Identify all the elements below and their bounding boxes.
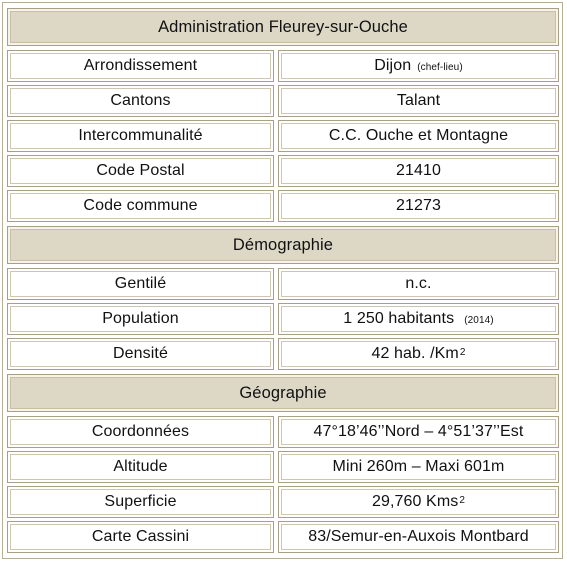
densite-label-text: Densité (113, 345, 168, 362)
coordonnees-label (7, 416, 274, 448)
arrondissement-value-text: Dijon (374, 57, 412, 74)
code-commune-label-text: Code commune (83, 197, 198, 214)
population-value (278, 303, 559, 335)
code-commune-value-text: 21273 (396, 197, 441, 214)
coordonnees-value (278, 416, 559, 448)
geographie-header-text: Géographie (239, 383, 327, 402)
superficie-value: 29,760 Kms $^2$ (278, 486, 559, 518)
densite-value: 42 hab. /Km $^2$ (278, 338, 559, 370)
coordonnees-label-text: Coordonnées (91, 423, 190, 440)
table-title-text: Administration Fleurey-sur-Ouche (158, 17, 408, 36)
gentile-value-text: n.c. (405, 275, 432, 292)
code-commune-value (278, 190, 559, 222)
gentile-label (7, 268, 274, 300)
gentile-value (278, 268, 559, 300)
demographie-header-text: Démographie (232, 235, 334, 254)
table-title (7, 8, 559, 46)
population-year: (2014) (464, 314, 494, 326)
cassini-label-text: Carte Cassini (91, 528, 190, 545)
superficie-label (7, 486, 274, 518)
cantons-value (278, 85, 559, 117)
population-label-text: Population (102, 310, 179, 327)
densite-label (7, 338, 274, 370)
arrondissement-label (7, 50, 274, 82)
cantons-label (7, 85, 274, 117)
intercommunalite-label-text: Intercommunalité (78, 127, 203, 144)
superficie-label-text: Superficie (104, 493, 177, 510)
population-value-text: 1 250 habitants (343, 310, 455, 327)
altitude-value (278, 451, 559, 483)
intercommunalite-value (278, 120, 559, 152)
cantons-label-text: Cantons (110, 92, 171, 109)
arrondissement-label-text: Arrondissement (83, 57, 198, 74)
cassini-value (278, 521, 559, 553)
cassini-label (7, 521, 274, 553)
code-commune-label (7, 190, 274, 222)
code-postal-label (7, 155, 274, 187)
altitude-value-text: Mini 260m – Maxi 601m (332, 458, 505, 475)
densite-value-text: 42 hab. /Km (371, 345, 459, 362)
demographie-header (7, 226, 559, 264)
cantons-value-text: Talant (396, 92, 441, 109)
altitude-label-text: Altitude (113, 458, 168, 475)
altitude-label (7, 451, 274, 483)
superficie-value-text: 29,760 Kms (371, 493, 459, 510)
gentile-label-text: Gentilé (114, 275, 167, 292)
code-postal-label-text: Code Postal (96, 162, 185, 179)
population-label (7, 303, 274, 335)
cassini-value-text: 83/Semur-en-Auxois Montbard (308, 528, 529, 545)
geographie-header (7, 374, 559, 412)
arrondissement-value (278, 50, 559, 82)
code-postal-value (278, 155, 559, 187)
intercommunalite-value-text: C.C. Ouche et Montagne (328, 127, 509, 144)
coordonnees-value-text: 47°18’46’’Nord – 4°51’37’’Est (313, 423, 524, 440)
code-postal-value-text: 21410 (396, 162, 441, 179)
intercommunalite-label (7, 120, 274, 152)
arrondissement-note: (chef-lieu) (417, 61, 463, 73)
